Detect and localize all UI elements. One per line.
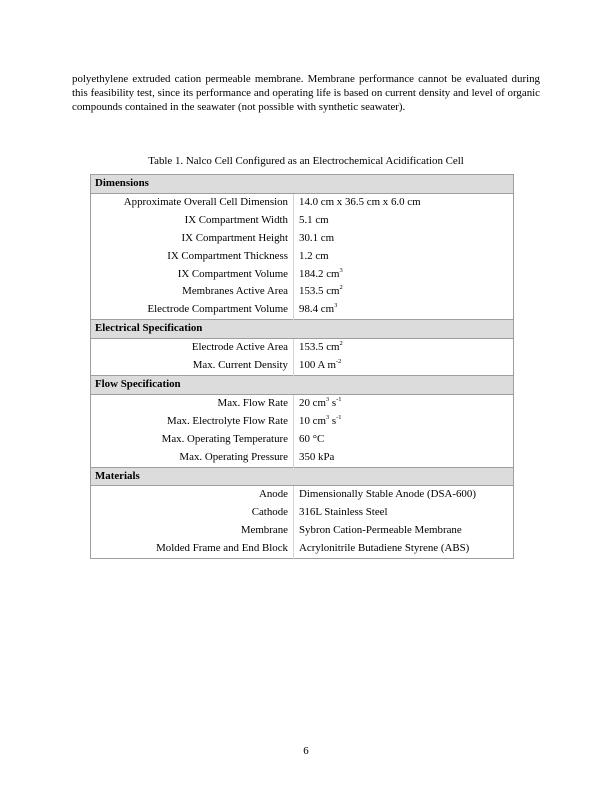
- property-label: Molded Frame and End Block: [91, 540, 294, 558]
- property-label: Anode: [91, 486, 294, 504]
- table-row: [91, 212, 514, 230]
- property-value: Sybron Cation-Permeable Membrane: [299, 524, 462, 537]
- section-header-electrical: [91, 320, 514, 339]
- table-row: [91, 540, 514, 558]
- property-label: Max. Operating Temperature: [91, 431, 294, 449]
- table-row: [91, 230, 514, 248]
- section-title: Materials: [91, 467, 514, 486]
- property-label: Max. Electrolyte Flow Rate: [91, 413, 294, 431]
- property-label: Membranes Active Area: [91, 283, 294, 301]
- property-value: 316L Stainless Steel: [299, 506, 388, 519]
- property-label: Electrode Active Area: [91, 339, 294, 357]
- property-value: 184.2 $cm^3$: [299, 266, 343, 280]
- property-label: Max. Current Density: [91, 357, 294, 375]
- property-value: 5.1 cm: [299, 213, 329, 226]
- page-number: 6: [303, 745, 309, 757]
- property-label: IX Compartment Thickness: [91, 248, 294, 266]
- section-title: Electrical Specification: [91, 320, 514, 339]
- table-row: [91, 486, 514, 504]
- property-label: IX Compartment Height: [91, 230, 294, 248]
- table-row: [91, 301, 514, 319]
- table-caption: Table 1. Nalco Cell Configured as an Electrochemical Acidification Cell: [148, 155, 464, 167]
- table-row: [91, 248, 514, 266]
- property-label: Max. Operating Pressure: [91, 449, 294, 467]
- property-value: 30.1 cm: [299, 231, 335, 244]
- property-label: IX Compartment Volume: [91, 266, 294, 284]
- property-value: 153.5 $cm^2$: [299, 284, 343, 298]
- section-header-flow: [91, 375, 514, 394]
- property-value: 14.0 cm x 36.5 cm x 6.0 cm: [299, 195, 421, 208]
- unit-exponent: -1: [336, 395, 342, 403]
- section-header-materials: [91, 467, 514, 486]
- table-row: [91, 522, 514, 540]
- property-value: 20 $cm^3$ $s^{-1}$: [299, 395, 342, 409]
- property-label: Electrode Compartment Volume: [91, 301, 294, 319]
- table-row: [91, 413, 514, 431]
- section-title: Dimensions: [91, 175, 514, 194]
- table-row: [91, 394, 514, 412]
- unit-exponent: -1: [336, 413, 342, 421]
- unit-exponent: 3: [325, 395, 330, 403]
- intro-paragraph: polyethylene extruded cation permeable membrane. Membrane performance cannot be evaluated during this feasibility test, since its performance and operating life is based on current density and level of organic compounds contained in the seawater (not possible with synthetic seawater).: [72, 73, 540, 114]
- unit-exponent: 3: [339, 266, 343, 274]
- property-value: 100 A $m^{-2}$: [299, 358, 342, 372]
- spec-table: [90, 174, 514, 559]
- property-value: 153.5 $cm^2$: [299, 340, 343, 354]
- property-value: 10 $cm^3$ $s^{-1}$: [299, 413, 342, 427]
- table-row: [91, 339, 514, 357]
- property-value: 98.4 $cm^3$: [299, 302, 338, 316]
- property-value: 350 kPa: [299, 450, 335, 463]
- table-row: [91, 431, 514, 449]
- property-value: Acrylonitrile Butadiene Styrene (ABS): [299, 542, 470, 555]
- unit-exponent: -2: [335, 358, 342, 366]
- property-value: 1.2 cm: [299, 249, 329, 262]
- unit-exponent: 3: [325, 413, 330, 421]
- property-label: Membrane: [91, 522, 294, 540]
- property-label: IX Compartment Width: [91, 212, 294, 230]
- property-label: Cathode: [91, 504, 294, 522]
- property-value: 60 °C: [299, 432, 325, 445]
- property-label: Approximate Overall Cell Dimension: [91, 193, 294, 211]
- unit-exponent: 2: [339, 340, 343, 348]
- property-value: Dimensionally Stable Anode (DSA-600): [299, 488, 476, 501]
- section-header-dimensions: [91, 175, 514, 194]
- table-row: [91, 266, 514, 284]
- table-row: [91, 357, 514, 375]
- unit-exponent: 3: [334, 302, 338, 310]
- section-title: Flow Specification: [91, 375, 514, 394]
- table-row: [91, 193, 514, 211]
- table-row: [91, 504, 514, 522]
- property-label: Max. Flow Rate: [91, 394, 294, 412]
- table-row: [91, 283, 514, 301]
- table-row: [91, 449, 514, 467]
- unit-exponent: 2: [339, 284, 343, 292]
